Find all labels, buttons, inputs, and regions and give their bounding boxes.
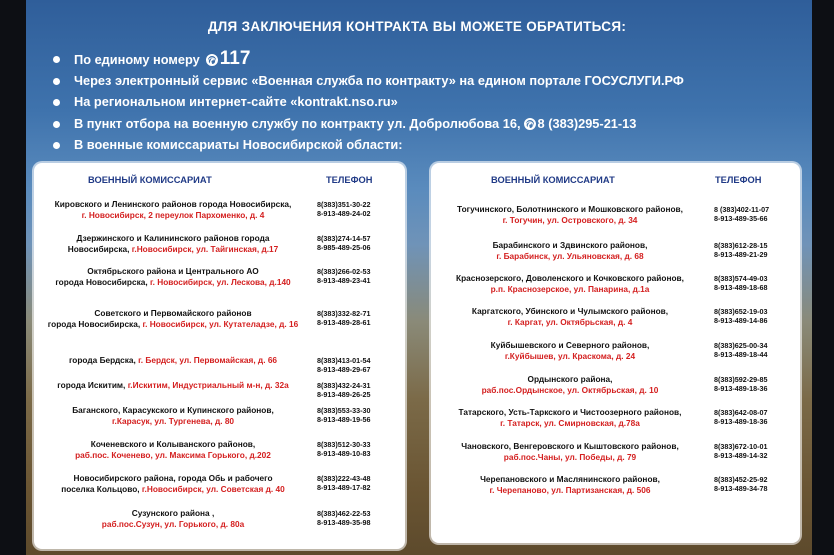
commissariat-name — [435, 407, 705, 429]
commissariat-address: г.Куйбышев, ул. Краскома, д. 24 — [504, 351, 636, 361]
left-dark-edge — [0, 0, 26, 555]
commissariat-phones — [317, 267, 371, 285]
bullet-text: В военные комиссариаты Новосибирской области: — [74, 137, 403, 152]
landline-phone: 8(383)672-10-01 — [714, 442, 768, 451]
commissariat-name-line — [38, 210, 308, 221]
commissariat-address: г. Барабинск, ул. Ульяновская, д. 68 — [496, 251, 644, 261]
commissariat-name-line — [435, 485, 705, 496]
commissariat-title: Татарского, Усть-Таркского и Чистоозерного районов, — [458, 407, 682, 417]
commissariat-name-line — [38, 380, 308, 391]
phone-icon — [524, 118, 536, 130]
commissariat-title: Коченевского и Колыванского районов, — [90, 439, 256, 449]
commissariat-address: г. Новосибирск, ул. Кутателадзе, д. 16 — [142, 319, 299, 329]
bullet-selection-point — [50, 113, 684, 135]
mobile-phone: 8-913-489-14-32 — [714, 451, 768, 460]
landline-phone: 8(383)625-00-34 — [714, 341, 768, 350]
commissariat-name-line — [435, 441, 705, 452]
commissariat-title: Новосибирского района, города Обь и рабочего — [73, 473, 273, 483]
commissariat-title: Куйбышевского и Северного районов, — [490, 340, 650, 350]
commissariat-name-line — [38, 416, 308, 427]
landline-phone: 8(383)574-49-03 — [714, 274, 768, 283]
commissariat-title: Барабинского и Здвинского районов, — [492, 240, 648, 250]
commissariat-name-line — [38, 439, 308, 450]
landline-phone: 8(383)274-14-57 — [317, 234, 371, 243]
commissariat-name — [435, 340, 705, 362]
card-right-header — [431, 175, 800, 189]
phone-icon — [206, 54, 218, 66]
column-header-commissariat: ВОЕННЫЙ КОМИССАРИАТ — [491, 175, 615, 185]
commissariat-name-line — [38, 277, 308, 288]
commissariat-name — [38, 473, 308, 495]
landline-phone: 8(383)432-24-31 — [317, 381, 371, 390]
landline-phone: 8(383)642-08-07 — [714, 408, 768, 417]
commissariat-phones — [317, 440, 371, 458]
commissariat-address: г.Искитим, Индустриальный м-н, д. 32а — [127, 380, 289, 390]
commissariat-name-line — [435, 351, 705, 362]
commissariat-title: города Бердска, — [68, 355, 136, 365]
mobile-phone: 8-913-489-19-56 — [317, 415, 371, 424]
commissariat-title: Каргатского, Убинского и Чулымского районов, — [471, 306, 669, 316]
landline-phone: 8(383)462-22-53 — [317, 509, 371, 518]
commissariat-name-line — [435, 385, 705, 396]
card-left-header — [34, 175, 405, 189]
commissariat-address: г.Новосибирск, ул. Советская д. 40 — [141, 484, 285, 494]
commissariat-name-line — [38, 244, 308, 255]
bullet-gosuslugi — [50, 70, 684, 92]
landline-phone: 8(383)222-43-48 — [317, 474, 371, 483]
commissariat-name — [435, 474, 705, 496]
commissariat-address: г. Новосибирск, 2 переулок Пархоменко, д. 4 — [81, 210, 265, 220]
landline-phone: 8(383)413-01-54 — [317, 356, 371, 365]
commissariat-address: г. Бердск, ул. Первомайская, д. 66 — [138, 355, 278, 365]
commissariat-title: Ордынского района, — [527, 374, 613, 384]
mobile-phone: 8-913-489-23-41 — [317, 276, 371, 285]
commissariat-title: Новосибирска, — [67, 244, 130, 254]
commissariat-address: г. Каргат, ул. Октябрьская, д. 4 — [507, 317, 633, 327]
commissariat-address: г.Новосибирск, ул. Тайгинская, д.17 — [131, 244, 279, 254]
landline-phone: 8(383)512-30-33 — [317, 440, 371, 449]
commissariat-name-line — [38, 519, 308, 530]
landline-phone: 8(383)553-33-30 — [317, 406, 371, 415]
landline-phone: 8(383)612-28-15 — [714, 241, 768, 250]
landline-phone: 8(383)652-19-03 — [714, 307, 768, 316]
commissariat-title: города Новосибирска, — [55, 277, 148, 287]
commissariat-address: р.п. Краснозерское, ул. Панарина, д.1а — [490, 284, 650, 294]
commissariat-phones — [317, 509, 371, 527]
commissariat-name — [38, 355, 308, 366]
commissariat-phones — [317, 200, 371, 218]
commissariat-name — [38, 308, 308, 330]
mobile-phone: 8-913-489-35-98 — [317, 518, 371, 527]
commissariat-name-line — [435, 204, 705, 215]
mobile-phone: 8-913-489-18-36 — [714, 384, 768, 393]
commissariat-title: Сузунского района , — [131, 508, 215, 518]
commissariat-name-line — [435, 474, 705, 485]
commissariat-name-line — [38, 266, 308, 277]
commissariat-name-line — [38, 199, 308, 210]
column-header-phone: ТЕЛЕФОН — [326, 175, 373, 185]
bullet-text: В пункт отбора на военную службу по контракту ул. Добролюбова 16, — [74, 115, 521, 131]
bullet-text: На региональном интернет-сайте «kontrakt.nso.ru» — [74, 94, 398, 109]
mobile-phone: 8-913-489-10-83 — [317, 449, 371, 458]
commissariat-title: поселка Кольцово, — [61, 484, 140, 494]
mobile-phone: 8-985-489-25-06 — [317, 243, 371, 252]
mobile-phone: 8-913-489-14-86 — [714, 316, 768, 325]
commissariat-name-line — [38, 319, 308, 330]
commissariat-title: Дзержинского и Калининского районов города — [76, 233, 270, 243]
mobile-phone: 8-913-489-21-29 — [714, 250, 768, 259]
mobile-phone: 8-913-489-24-02 — [317, 209, 371, 218]
commissariat-title: Краснозерского, Доволенского и Кочковского районов, — [456, 273, 684, 283]
commissariat-name-line — [435, 418, 705, 429]
commissariat-name — [435, 306, 705, 328]
commissariat-phones — [317, 406, 371, 424]
commissariat-name-line — [435, 452, 705, 463]
commissariat-name — [38, 439, 308, 461]
commissariat-card-right — [431, 163, 800, 543]
commissariat-name-line — [435, 317, 705, 328]
commissariat-address: г. Черепаново, ул. Партизанская, д. 506 — [489, 485, 651, 495]
mobile-phone: 8-913-489-29-67 — [317, 365, 371, 374]
commissariat-name — [435, 240, 705, 262]
commissariat-phones — [317, 474, 371, 492]
right-dark-edge — [812, 0, 834, 555]
commissariat-phones — [714, 442, 768, 460]
mobile-phone: 8-913-489-18-68 — [714, 283, 768, 292]
commissariat-name — [38, 266, 308, 288]
commissariat-title: Баганского, Карасукского и Купинского районов, — [72, 405, 274, 415]
commissariat-phones — [317, 381, 371, 399]
commissariat-name — [435, 204, 705, 226]
commissariat-phones — [714, 475, 768, 493]
commissariat-name-line — [435, 273, 705, 284]
commissariat-address: г.Карасук, ул. Тургенева, д. 80 — [111, 416, 235, 426]
commissariat-name-line — [38, 484, 308, 495]
bullet-text: По единому номеру — [74, 52, 200, 67]
commissariat-name — [38, 405, 308, 427]
bullet-single-number — [50, 48, 684, 70]
landline-phone: 8 (383)402-11-07 — [714, 205, 770, 214]
commissariat-title: города Искитим, — [57, 380, 126, 390]
commissariat-name-line — [435, 340, 705, 351]
commissariat-name-line — [435, 215, 705, 226]
commissariat-phones — [317, 309, 371, 327]
commissariat-name-line — [435, 407, 705, 418]
commissariat-name-line — [38, 233, 308, 244]
column-header-phone: ТЕЛЕФОН — [715, 175, 762, 185]
commissariat-name — [435, 441, 705, 463]
commissariat-name-line — [435, 240, 705, 251]
commissariat-name-line — [38, 508, 308, 519]
commissariat-address: г. Новосибирск, ул. Лескова, д.140 — [149, 277, 291, 287]
bullet-regional-site — [50, 91, 684, 113]
commissariat-address: г. Тогучин, ул. Островского, д. 34 — [502, 215, 638, 225]
commissariat-name-line — [435, 306, 705, 317]
commissariat-name — [435, 273, 705, 295]
commissariat-address: раб.пос. Коченево, ул. Максима Горького, д.202 — [75, 450, 271, 460]
mobile-phone: 8-913-489-34-78 — [714, 484, 768, 493]
mobile-phone: 8-913-489-28-61 — [317, 318, 371, 327]
commissariat-name — [38, 380, 308, 391]
selection-point-phone: 8 (383)295-21-13 — [537, 115, 637, 131]
bullet-text: Через электронный сервис «Военная служба по контракту» на едином портале ГОСУСЛУГИ.РФ — [74, 72, 684, 88]
mobile-phone: 8-913-489-26-25 — [317, 390, 371, 399]
commissariat-name-line — [435, 251, 705, 262]
commissariat-title: Октябрьского района и Центрального АО — [87, 266, 259, 276]
landline-phone: 8(383)452-25-92 — [714, 475, 768, 484]
commissariat-address: раб.пос.Чаны, ул. Победы, д. 79 — [503, 452, 637, 462]
commissariat-title: Тогучинского, Болотнинского и Мошковского районов, — [457, 204, 683, 214]
commissariat-phones — [714, 307, 768, 325]
mobile-phone: 8-913-489-35-66 — [714, 214, 768, 223]
commissariat-name — [435, 374, 705, 396]
commissariat-card-left — [34, 163, 405, 549]
commissariat-phones — [714, 241, 768, 259]
contact-options-list — [50, 48, 684, 156]
landline-phone: 8(383)332-82-71 — [317, 309, 371, 318]
page-header: ДЛЯ ЗАКЛЮЧЕНИЯ КОНТРАКТА ВЫ МОЖЕТЕ ОБРАТИТЬСЯ: — [207, 19, 627, 34]
commissariat-name-line — [435, 284, 705, 295]
commissariat-phones — [714, 205, 769, 223]
commissariat-title: Кировского и Ленинского районов города Новосибирска, — [54, 199, 292, 209]
commissariat-name-line — [435, 374, 705, 385]
hotline-number: 117 — [219, 48, 251, 69]
commissariat-name-line — [38, 473, 308, 484]
bullet-commissariats — [50, 134, 684, 156]
commissariat-address: раб.пос.Сузун, ул. Горького, д. 80а — [101, 519, 245, 529]
commissariat-title: Советского и Первомайского районов — [94, 308, 252, 318]
commissariat-address: г. Татарск, ул. Смирновская, д.78а — [500, 418, 640, 428]
landline-phone: 8(383)266-02-53 — [317, 267, 371, 276]
commissariat-phones — [714, 341, 768, 359]
commissariat-phones — [714, 408, 768, 426]
commissariat-title: города Новосибирска, — [47, 319, 141, 329]
commissariat-phones — [714, 274, 768, 292]
commissariat-name — [38, 199, 308, 221]
commissariat-name-line — [38, 308, 308, 319]
mobile-phone: 8-913-489-18-36 — [714, 417, 768, 426]
landline-phone: 8(383)592-29-85 — [714, 375, 768, 384]
commissariat-name — [38, 233, 308, 255]
commissariat-title: Черепановского и Маслянинского районов, — [480, 474, 660, 484]
landline-phone: 8(383)351-30-22 — [317, 200, 371, 209]
commissariat-name-line — [38, 405, 308, 416]
commissariat-name-line — [38, 355, 308, 366]
mobile-phone: 8-913-489-18-44 — [714, 350, 768, 359]
commissariat-name — [38, 508, 308, 530]
mobile-phone: 8-913-489-17-82 — [317, 483, 371, 492]
commissariat-phones — [317, 234, 371, 252]
commissariat-name-line — [38, 450, 308, 461]
commissariat-phones — [714, 375, 768, 393]
commissariat-phones — [317, 356, 371, 374]
column-header-commissariat: ВОЕННЫЙ КОМИССАРИАТ — [88, 175, 212, 185]
commissariat-address: раб.пос.Ордынское, ул. Октябрьская, д. 10 — [481, 385, 659, 395]
commissariat-title: Чановского, Венгеровского и Кыштовского районов, — [461, 441, 679, 451]
